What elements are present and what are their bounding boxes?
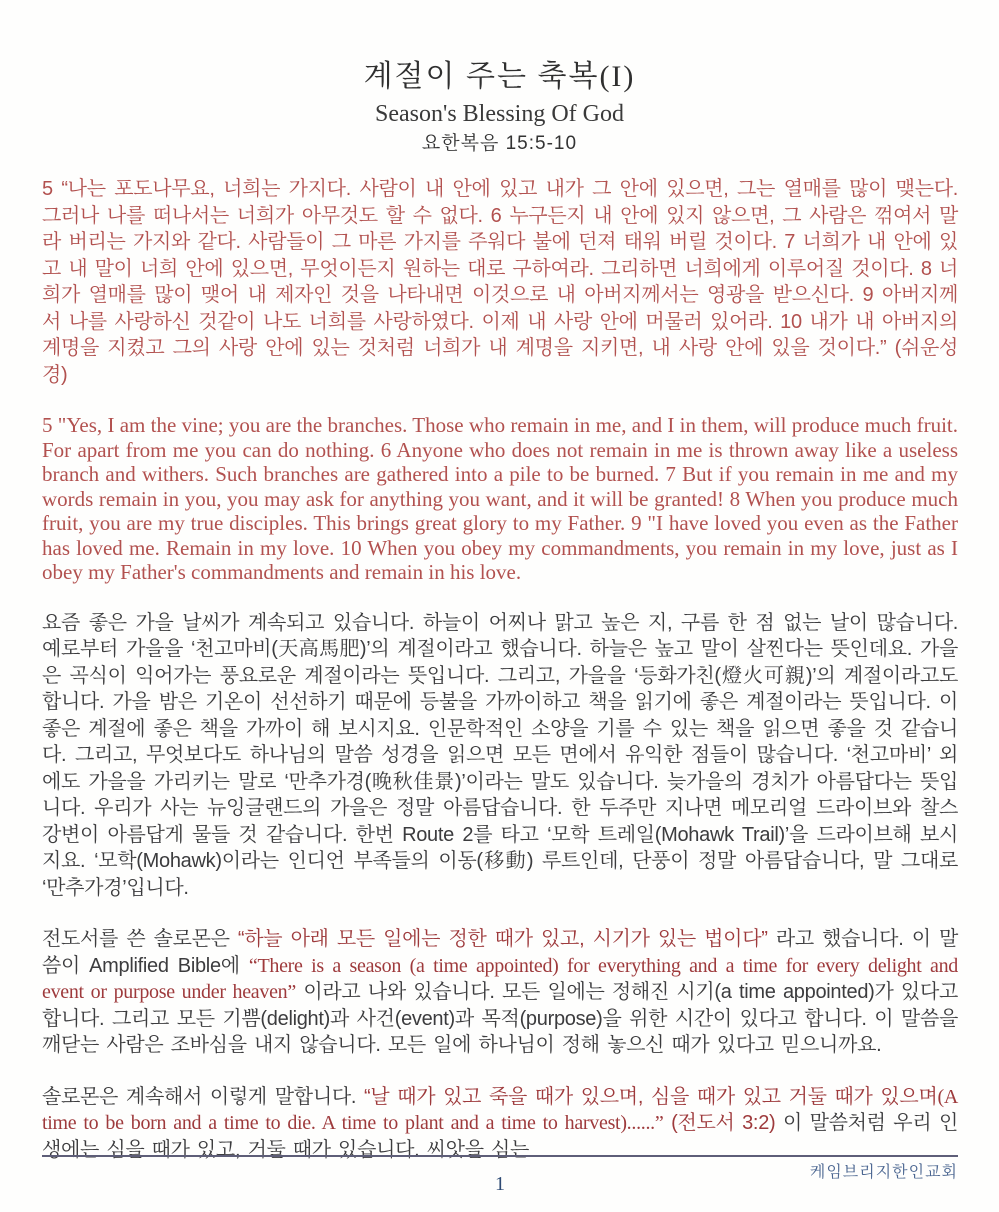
text-segment: 5 "Yes, I am the vine; you are the branches. Those who remain in me, and I in them, will produce much fruit. For apart from me you can do nothing. 6 Anyone who does not remain in me is thrown away like a useless branch and withers. Such branches are gathered into a pile to be burned. 7 But if you remain in me and my words remain in you, you may ask for anything you want, and it will be granted! 8 When you produce much fruit, you are my true disciples. This brings great glory to my Father. 9 "I have loved you even as the Father has loved me. Remain in my love. 10 When you obey my commandments, you remain in my love, just as I obey my Father's commandments and remain in his love. — [42, 413, 958, 584]
text-segment: 요즘 좋은 가을 날씨가 계속되고 있습니다. 하늘이 어찌나 맑고 높은 지, 구름 한 점 없는 날이 많습니다. 예로부터 가을을 ‘천고마비(天高馬肥)’의 계절이라고 했습니다. 하늘은 높고 말이 살찐다는 뜻인데요. 가을은 곡식이 익어가는 풍요로운 계절이라는 뜻입니다. 그리고, 가을을 ‘등화가친(燈火可親)’의 계절이라고도 합니다. 가을 밤은 기온이 선선하기 때문에 등불을 가까이하고 책을 읽기에 좋은 계절이라는 뜻입니다. 이 좋은 계절에 좋은 책을 가까이 해 보시지요. 인문학적인 소양을 기를 수 있는 책을 읽으면 좋을 것 같습니다. 그리고, 무엇보다도 하나님의 말씀 성경을 읽으면 모든 면에서 유익한 점들이 많습니다. ‘천고마비’ 외에도 가을을 가리키는 말로 ‘만추가경(晚秋佳景)’이라는 말도 있습니다. 늦가을의 경치가 아름답다는 뜻입니다. 우리가 사는 뉴잉글랜드의 가을은 정말 아름답습니다. 한 두주만 지나면 메모리얼 드라이브와 찰스 강변이 아름답게 물들 것 같습니다. 한번 Route 2를 타고 ‘모학 트레일(Mohawk Trail)’을 드라이브해 보시지요. ‘모학(Mohawk)이라는 인디언 부족들의 이동(移動) 루트인데, 단풍이 정말 아름답습니다, 말 그대로 ‘만추가경’입니다. — [42, 611, 958, 899]
text-segment: 라고 했습니다. 이 말씀이 Amplified Bible에 — [42, 928, 958, 977]
text-segment: 솔로몬은 계속해서 이렇게 말합니다. — [42, 1085, 364, 1108]
page-number: 1 — [495, 1173, 505, 1195]
footer-divider — [42, 1155, 958, 1157]
scripture-reference: 요한복음 15:5-10 — [421, 133, 578, 154]
page-subtitle: Season's Blessing Of God — [375, 101, 624, 127]
text-segment: “There is a season (a time appointed) for everything and a time for every delight and event or purpose under heaven” — [42, 954, 958, 1003]
document-footer — [42, 1155, 958, 1195]
paragraph-autumn-season — [42, 610, 958, 902]
text-segment: “날 때가 있고 죽을 때가 있으며, 심을 때가 있고 거둘 때가 있으며 — [363, 1085, 938, 1108]
text-segment: 전도서를 쓴 솔로몬은 — [42, 928, 238, 950]
text-segment: 이 말씀처럼 우리 인생에는 심을 때가 있고, 거둘 때가 있습니다. 씨앗을 심는 — [42, 1112, 958, 1161]
text-segment: 이라고 나와 있습니다. 모든 일에는 정해진 시기(a time appointed)가 있다고 합니다. 그리고 모든 기쁨(delight)과 사건(event)과 목적(purpose)을 위한 시간이 있다고 합니다. 이 말씀을 깨닫는 사람은 조바심을 내지 않습니다. 모든 일에 하나님이 정해 놓으신 때가 있다고 믿으니까요. — [42, 981, 958, 1056]
paragraph-english-scripture — [42, 413, 958, 585]
page-title: 계절이 주는 축복(I) — [363, 60, 636, 93]
document-header — [0, 0, 999, 158]
paragraph-ecclesiastes-time — [42, 1084, 958, 1164]
document-body — [42, 176, 958, 1163]
text-segment: (전도서 3:2) — [671, 1112, 776, 1134]
text-segment — [663, 1112, 671, 1134]
text-segment: (A time to be born and a time to die. A time to plant and a time to harvest)......” — [42, 1085, 958, 1134]
text-segment: 5 “나는 포도나무요, 너희는 가지다. 사람이 내 안에 있고 내가 그 안에 있으면, 그는 열매를 많이 맺는다. 그러나 나를 떠나서는 너희가 아무것도 할 수 없다. 6 누구든지 내 안에 있지 않으면, 그 사람은 꺾여서 말라 버리는 가지와 같다. 사람들이 그 마른 가지를 주워다 불에 던져 태워 버릴 것이다. 7 너희가 내 안에 있고 내 말이 너희 안에 있으면, 무엇이든지 원하는 대로 구하여라. 그리하면 너희에게 이루어질 것이다. 8 너희가 열매를 많이 맺어 내 제자인 것을 나타내면 이것으로 내 아버지께서는 영광을 받으신다. 9 아버지께서 나를 사랑하신 것같이 나도 너희를 사랑하였다. 이제 내 사랑 안에 머물러 있어라. 10 내가 내 아버지의 계명을 지켰고 그의 사랑 안에 있는 것처럼 너희가 내 계명을 지키면, 내 사랑 안에 있을 것이다.” (쉬운성경) — [42, 178, 958, 386]
text-segment: “하늘 아래 모든 일에는 정한 때가 있고, 시기가 있는 법이다” — [237, 928, 768, 950]
paragraph-ecclesiastes-season — [42, 926, 958, 1059]
paragraph-korean-scripture — [42, 176, 958, 388]
church-name: 케임브리지한인교회 — [809, 1164, 958, 1181]
